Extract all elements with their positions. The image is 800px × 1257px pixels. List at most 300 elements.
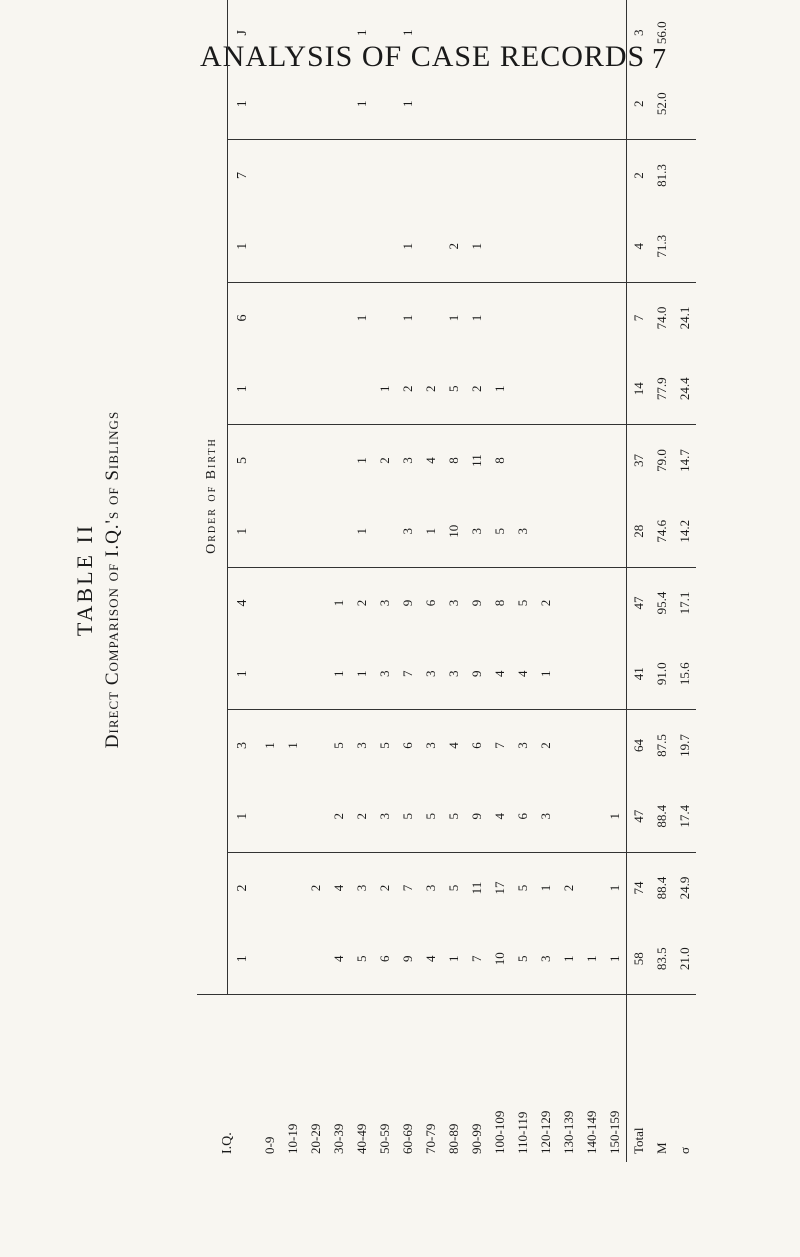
frequency-cell (419, 68, 442, 139)
frequency-cell: 3 (465, 496, 488, 567)
frequency-cell: 5 (442, 353, 465, 424)
frequency-cell (327, 211, 350, 282)
table-row (350, 0, 373, 1162)
frequency-cell (304, 140, 327, 211)
frequency-cell (557, 140, 580, 211)
sd-cell: 21.0 (673, 923, 696, 994)
frequency-cell: 8 (491, 599, 507, 607)
table-row (419, 0, 442, 1162)
iq-range-label: 40-49 (350, 995, 373, 1162)
frequency-cell: 6 (422, 599, 438, 607)
frequency-cell (327, 425, 350, 496)
frequency-cell (419, 140, 442, 211)
frequency-cell (304, 781, 327, 852)
frequency-cell (603, 211, 627, 282)
total-row (627, 0, 651, 1162)
frequency-cell (603, 0, 627, 68)
frequency-cell (580, 425, 603, 496)
total-label: Total (627, 995, 651, 1162)
frequency-cell: 1 (396, 68, 419, 139)
table-row (304, 0, 327, 1162)
frequency-cell: 17 (491, 881, 507, 895)
frequency-cell: 9 (465, 638, 488, 709)
frequency-cell: 1 (353, 457, 369, 464)
mean-cell: 88.4 (653, 876, 669, 900)
frequency-cell: 4 (511, 638, 534, 709)
order-of-birth-header: Order of Birth (197, 0, 228, 995)
frequency-cell (580, 140, 603, 211)
iq-range-label: 110-119 (511, 995, 534, 1162)
frequency-cell (281, 567, 304, 638)
frequency-cell (557, 68, 580, 139)
iq-range-label: 10-19 (281, 995, 304, 1162)
frequency-cell: 1 (557, 923, 580, 994)
frequency-cell (281, 852, 304, 923)
frequency-cell: 1 (445, 314, 461, 322)
frequency-cell: 1 (327, 638, 350, 709)
total-cell: 47 (627, 567, 651, 638)
frequency-cell (327, 0, 350, 68)
frequency-cell (258, 781, 281, 852)
frequency-cell (557, 638, 580, 709)
iq-range-label: 90-99 (465, 995, 488, 1162)
total-cell: 74 (627, 852, 651, 923)
frequency-cell: 4 (330, 884, 346, 892)
frequency-cell (442, 140, 465, 211)
frequency-cell: 1 (350, 638, 373, 709)
frequency-cell: 3 (399, 457, 415, 464)
frequency-cell: 6 (511, 781, 534, 852)
sd-cell: 24.9 (676, 876, 692, 900)
frequency-cell: 2 (537, 742, 553, 749)
birth-order-column-header: 3 (235, 742, 250, 750)
frequency-cell: 9 (399, 599, 415, 607)
total-cell: 58 (627, 923, 651, 994)
frequency-cell: 5 (488, 496, 511, 567)
iq-range-label: 20-29 (304, 995, 327, 1162)
frequency-cell (534, 68, 557, 139)
frequency-cell: 3 (534, 923, 557, 994)
frequency-cell: 3 (353, 742, 369, 749)
total-cell: 47 (627, 781, 651, 852)
total-cell: 37 (627, 425, 651, 496)
frequency-cell (465, 0, 488, 68)
frequency-cell (304, 710, 327, 781)
frequency-cell (304, 353, 327, 424)
frequency-cell (511, 211, 534, 282)
frequency-cell (488, 68, 511, 139)
frequency-cell (488, 211, 511, 282)
birth-order-column-header: 6 (235, 314, 250, 322)
frequency-cell: 3 (376, 599, 392, 607)
frequency-cell (281, 0, 304, 68)
frequency-cell (557, 567, 580, 638)
frequency-cell (281, 425, 304, 496)
frequency-cell (603, 425, 627, 496)
frequency-cell (557, 425, 580, 496)
frequency-cell (557, 710, 580, 781)
frequency-cell (258, 211, 281, 282)
total-cell: 2 (627, 140, 651, 211)
frequency-cell (281, 140, 304, 211)
frequency-cell (580, 567, 603, 638)
sibling-iq-table (197, 0, 696, 1162)
birth-order-column-header: 1 (228, 353, 259, 424)
mean-cell: 52.0 (650, 68, 673, 139)
frequency-cell: 4 (488, 638, 511, 709)
frequency-cell: 2 (376, 884, 392, 892)
mean-cell: 79.0 (653, 449, 669, 472)
mean-cell: 74.6 (650, 496, 673, 567)
mean-label: M (650, 995, 673, 1162)
frequency-cell: 9 (468, 599, 484, 607)
mean-cell: 87.5 (653, 734, 669, 757)
frequency-cell (258, 140, 281, 211)
frequency-cell: 2 (307, 884, 323, 892)
frequency-cell: 3 (534, 781, 557, 852)
table-row (258, 0, 281, 1162)
frequency-cell: 7 (465, 923, 488, 994)
frequency-cell (465, 68, 488, 139)
mean-cell: 74.0 (653, 306, 669, 330)
frequency-cell: 10 (488, 923, 511, 994)
total-cell: 28 (627, 496, 651, 567)
birth-order-column-header: 1 (228, 496, 259, 567)
frequency-cell: 4 (422, 457, 438, 464)
frequency-cell (511, 425, 534, 496)
frequency-cell (304, 923, 327, 994)
frequency-cell (304, 496, 327, 567)
frequency-cell: 3 (396, 496, 419, 567)
frequency-cell: 6 (468, 742, 484, 749)
frequency-cell (350, 140, 373, 211)
total-cell: 2 (627, 68, 651, 139)
sd-row (673, 0, 696, 1162)
frequency-cell (304, 282, 327, 353)
sd-cell: 14.7 (676, 449, 692, 472)
frequency-cell (304, 425, 327, 496)
frequency-cell (258, 496, 281, 567)
frequency-cell (580, 0, 603, 68)
mean-cell: 81.3 (653, 164, 669, 187)
frequency-cell (511, 0, 534, 68)
iq-range-label: 50-59 (373, 995, 396, 1162)
table-row (373, 0, 396, 1162)
frequency-cell: 5 (350, 923, 373, 994)
frequency-cell (557, 496, 580, 567)
iq-column-header: I.Q. (197, 995, 258, 1162)
frequency-cell (534, 0, 557, 68)
frequency-cell: 1 (488, 353, 511, 424)
frequency-cell (327, 140, 350, 211)
frequency-cell (534, 211, 557, 282)
frequency-cell: 1 (353, 29, 369, 36)
frequency-cell: 4 (327, 923, 350, 994)
frequency-cell (603, 567, 627, 638)
frequency-cell: 1 (284, 742, 300, 749)
frequency-cell: 4 (445, 742, 461, 749)
frequency-cell (534, 140, 557, 211)
frequency-cell: 2 (350, 781, 373, 852)
iq-range-label: 140-149 (580, 995, 603, 1162)
frequency-cell (511, 68, 534, 139)
sd-cell (673, 68, 696, 139)
frequency-cell (580, 638, 603, 709)
frequency-cell: 3 (373, 781, 396, 852)
birth-order-column-header: 1 (228, 68, 259, 139)
frequency-cell: 5 (442, 781, 465, 852)
frequency-cell: 7 (396, 638, 419, 709)
iq-range-label: 0-9 (258, 995, 281, 1162)
frequency-cell (327, 496, 350, 567)
birth-order-column-header: 2 (235, 884, 250, 892)
sd-cell (673, 211, 696, 282)
frequency-cell (442, 0, 465, 68)
sd-cell: 17.1 (676, 591, 692, 615)
frequency-cell (534, 353, 557, 424)
birth-order-column-header: 1 (228, 781, 259, 852)
frequency-cell: 5 (514, 884, 530, 892)
birth-order-column-header: 5 (235, 457, 250, 465)
frequency-cell (580, 68, 603, 139)
frequency-cell (419, 211, 442, 282)
frequency-cell: 5 (330, 742, 346, 749)
total-cell: 3 (627, 0, 651, 68)
frequency-cell (465, 140, 488, 211)
birth-order-column-header: J (235, 29, 250, 36)
frequency-cell (281, 496, 304, 567)
frequency-cell: 9 (465, 781, 488, 852)
page-number: 7 (652, 44, 666, 75)
iq-range-label: 100-109 (488, 995, 511, 1162)
frequency-cell (304, 68, 327, 139)
frequency-cell: 1 (396, 211, 419, 282)
table-row (281, 0, 304, 1162)
frequency-cell: 2 (396, 353, 419, 424)
frequency-cell (488, 282, 511, 353)
birth-order-column-header: 7 (235, 172, 250, 180)
frequency-cell: 2 (419, 353, 442, 424)
iq-range-label: 70-79 (419, 995, 442, 1162)
frequency-cell (350, 353, 373, 424)
iq-range-label: 60-69 (396, 995, 419, 1162)
total-cell: 41 (627, 638, 651, 709)
frequency-cell: 1 (353, 314, 369, 322)
iq-range-label: 30-39 (327, 995, 350, 1162)
frequency-cell: 3 (442, 638, 465, 709)
table-row (465, 0, 488, 1162)
frequency-cell: 2 (327, 781, 350, 852)
frequency-cell (557, 211, 580, 282)
frequency-cell: 3 (373, 638, 396, 709)
frequency-cell: 9 (396, 923, 419, 994)
frequency-cell (580, 211, 603, 282)
frequency-cell (281, 68, 304, 139)
frequency-cell (488, 140, 511, 211)
frequency-cell (327, 68, 350, 139)
frequency-cell: 7 (491, 742, 507, 749)
frequency-cell: 1 (419, 496, 442, 567)
frequency-cell (304, 211, 327, 282)
frequency-cell (580, 781, 603, 852)
sd-cell: 15.6 (673, 638, 696, 709)
frequency-cell (580, 496, 603, 567)
frequency-cell: 1 (261, 742, 277, 749)
frequency-cell (281, 781, 304, 852)
frequency-cell: 1 (534, 638, 557, 709)
frequency-cell: 1 (330, 599, 346, 607)
table-row (442, 0, 465, 1162)
birth-order-column-header: 1 (228, 923, 259, 994)
frequency-cell (304, 0, 327, 68)
table-title: TABLE II (72, 522, 97, 637)
frequency-cell (557, 353, 580, 424)
birth-order-column-header: 4 (235, 599, 250, 607)
frequency-cell (258, 282, 281, 353)
frequency-cell (373, 68, 396, 139)
frequency-cell (603, 68, 627, 139)
frequency-cell: 1 (350, 496, 373, 567)
frequency-cell (304, 567, 327, 638)
mean-cell: 95.4 (653, 591, 669, 615)
frequency-cell (258, 567, 281, 638)
frequency-cell: 4 (488, 781, 511, 852)
frequency-cell (534, 282, 557, 353)
frequency-cell: 11 (468, 454, 484, 467)
frequency-cell (603, 496, 627, 567)
frequency-cell: 5 (514, 599, 530, 607)
frequency-cell: 2 (537, 599, 553, 607)
frequency-cell (396, 140, 419, 211)
frequency-cell (327, 353, 350, 424)
iq-range-label: 120-129 (534, 995, 557, 1162)
frequency-cell (327, 282, 350, 353)
frequency-cell: 1 (606, 884, 622, 892)
total-cell: 64 (627, 710, 651, 781)
frequency-cell: 6 (399, 742, 415, 749)
frequency-cell: 1 (350, 68, 373, 139)
frequency-cell (373, 211, 396, 282)
total-cell: 14 (627, 353, 651, 424)
frequency-cell (373, 496, 396, 567)
sd-cell: 17.4 (673, 781, 696, 852)
frequency-cell: 1 (603, 923, 627, 994)
frequency-cell (373, 282, 396, 353)
frequency-cell (580, 282, 603, 353)
frequency-cell (603, 282, 627, 353)
frequency-cell (580, 353, 603, 424)
table-row (557, 0, 580, 1162)
frequency-cell (603, 140, 627, 211)
frequency-cell: 3 (514, 742, 530, 749)
table-row (396, 0, 419, 1162)
frequency-cell (534, 496, 557, 567)
frequency-cell: 5 (419, 781, 442, 852)
frequency-cell: 8 (491, 457, 507, 464)
frequency-cell (281, 211, 304, 282)
frequency-cell (442, 68, 465, 139)
frequency-cell (511, 353, 534, 424)
frequency-cell: 3 (419, 638, 442, 709)
mean-cell: 56.0 (653, 21, 669, 45)
frequency-cell (373, 0, 396, 68)
iq-range-label: 130-139 (557, 995, 580, 1162)
frequency-cell (281, 638, 304, 709)
frequency-cell: 2 (442, 211, 465, 282)
iq-range-label: 80-89 (442, 995, 465, 1162)
table-row (488, 0, 511, 1162)
frequency-cell: 10 (442, 496, 465, 567)
frequency-cell: 2 (560, 884, 576, 892)
sd-cell: 14.2 (673, 496, 696, 567)
frequency-cell (557, 781, 580, 852)
frequency-cell: 3 (422, 742, 438, 749)
frequency-cell: 2 (376, 457, 392, 464)
frequency-cell: 3 (422, 884, 438, 892)
frequency-cell (580, 852, 603, 923)
frequency-cell (557, 0, 580, 68)
frequency-cell (419, 0, 442, 68)
frequency-cell (350, 211, 373, 282)
frequency-cell: 5 (511, 923, 534, 994)
frequency-cell: 11 (468, 881, 484, 895)
sd-cell: 24.1 (676, 306, 692, 330)
table-row (580, 0, 603, 1162)
frequency-cell (258, 852, 281, 923)
mean-cell: 71.3 (650, 211, 673, 282)
frequency-cell: 1 (399, 29, 415, 36)
frequency-cell (304, 638, 327, 709)
frequency-cell: 6 (373, 923, 396, 994)
sd-cell: 19.7 (676, 734, 692, 757)
frequency-cell (258, 425, 281, 496)
frequency-cell (281, 282, 304, 353)
sd-cell: 24.4 (673, 353, 696, 424)
frequency-cell: 1 (537, 884, 553, 892)
frequency-cell: 1 (373, 353, 396, 424)
sd-cell (673, 0, 696, 68)
total-cell: 7 (627, 282, 651, 353)
iq-range-label: 150-159 (603, 995, 627, 1162)
sd-cell (673, 140, 696, 211)
frequency-cell: 5 (396, 781, 419, 852)
frequency-cell: 3 (353, 884, 369, 892)
frequency-cell (580, 710, 603, 781)
frequency-cell (258, 638, 281, 709)
frequency-cell: 3 (511, 496, 534, 567)
frequency-cell (258, 0, 281, 68)
table-row (603, 0, 627, 1162)
birth-order-column-header: 1 (228, 211, 259, 282)
frequency-cell: 4 (419, 923, 442, 994)
sd-label: σ (673, 995, 696, 1162)
mean-cell: 83.5 (650, 923, 673, 994)
mean-cell: 88.4 (650, 781, 673, 852)
frequency-cell: 1 (442, 923, 465, 994)
frequency-cell (488, 0, 511, 68)
mean-row (650, 0, 673, 1162)
frequency-cell: 1 (465, 211, 488, 282)
frequency-cell: 2 (465, 353, 488, 424)
table-row (327, 0, 350, 1162)
birth-order-column-header: 1 (228, 638, 259, 709)
frequency-cell: 5 (445, 884, 461, 892)
frequency-cell (258, 68, 281, 139)
running-head: ANALYSIS OF CASE RECORDS (200, 40, 646, 73)
frequency-cell: 1 (399, 314, 415, 322)
frequency-cell (534, 425, 557, 496)
frequency-cell: 5 (376, 742, 392, 749)
